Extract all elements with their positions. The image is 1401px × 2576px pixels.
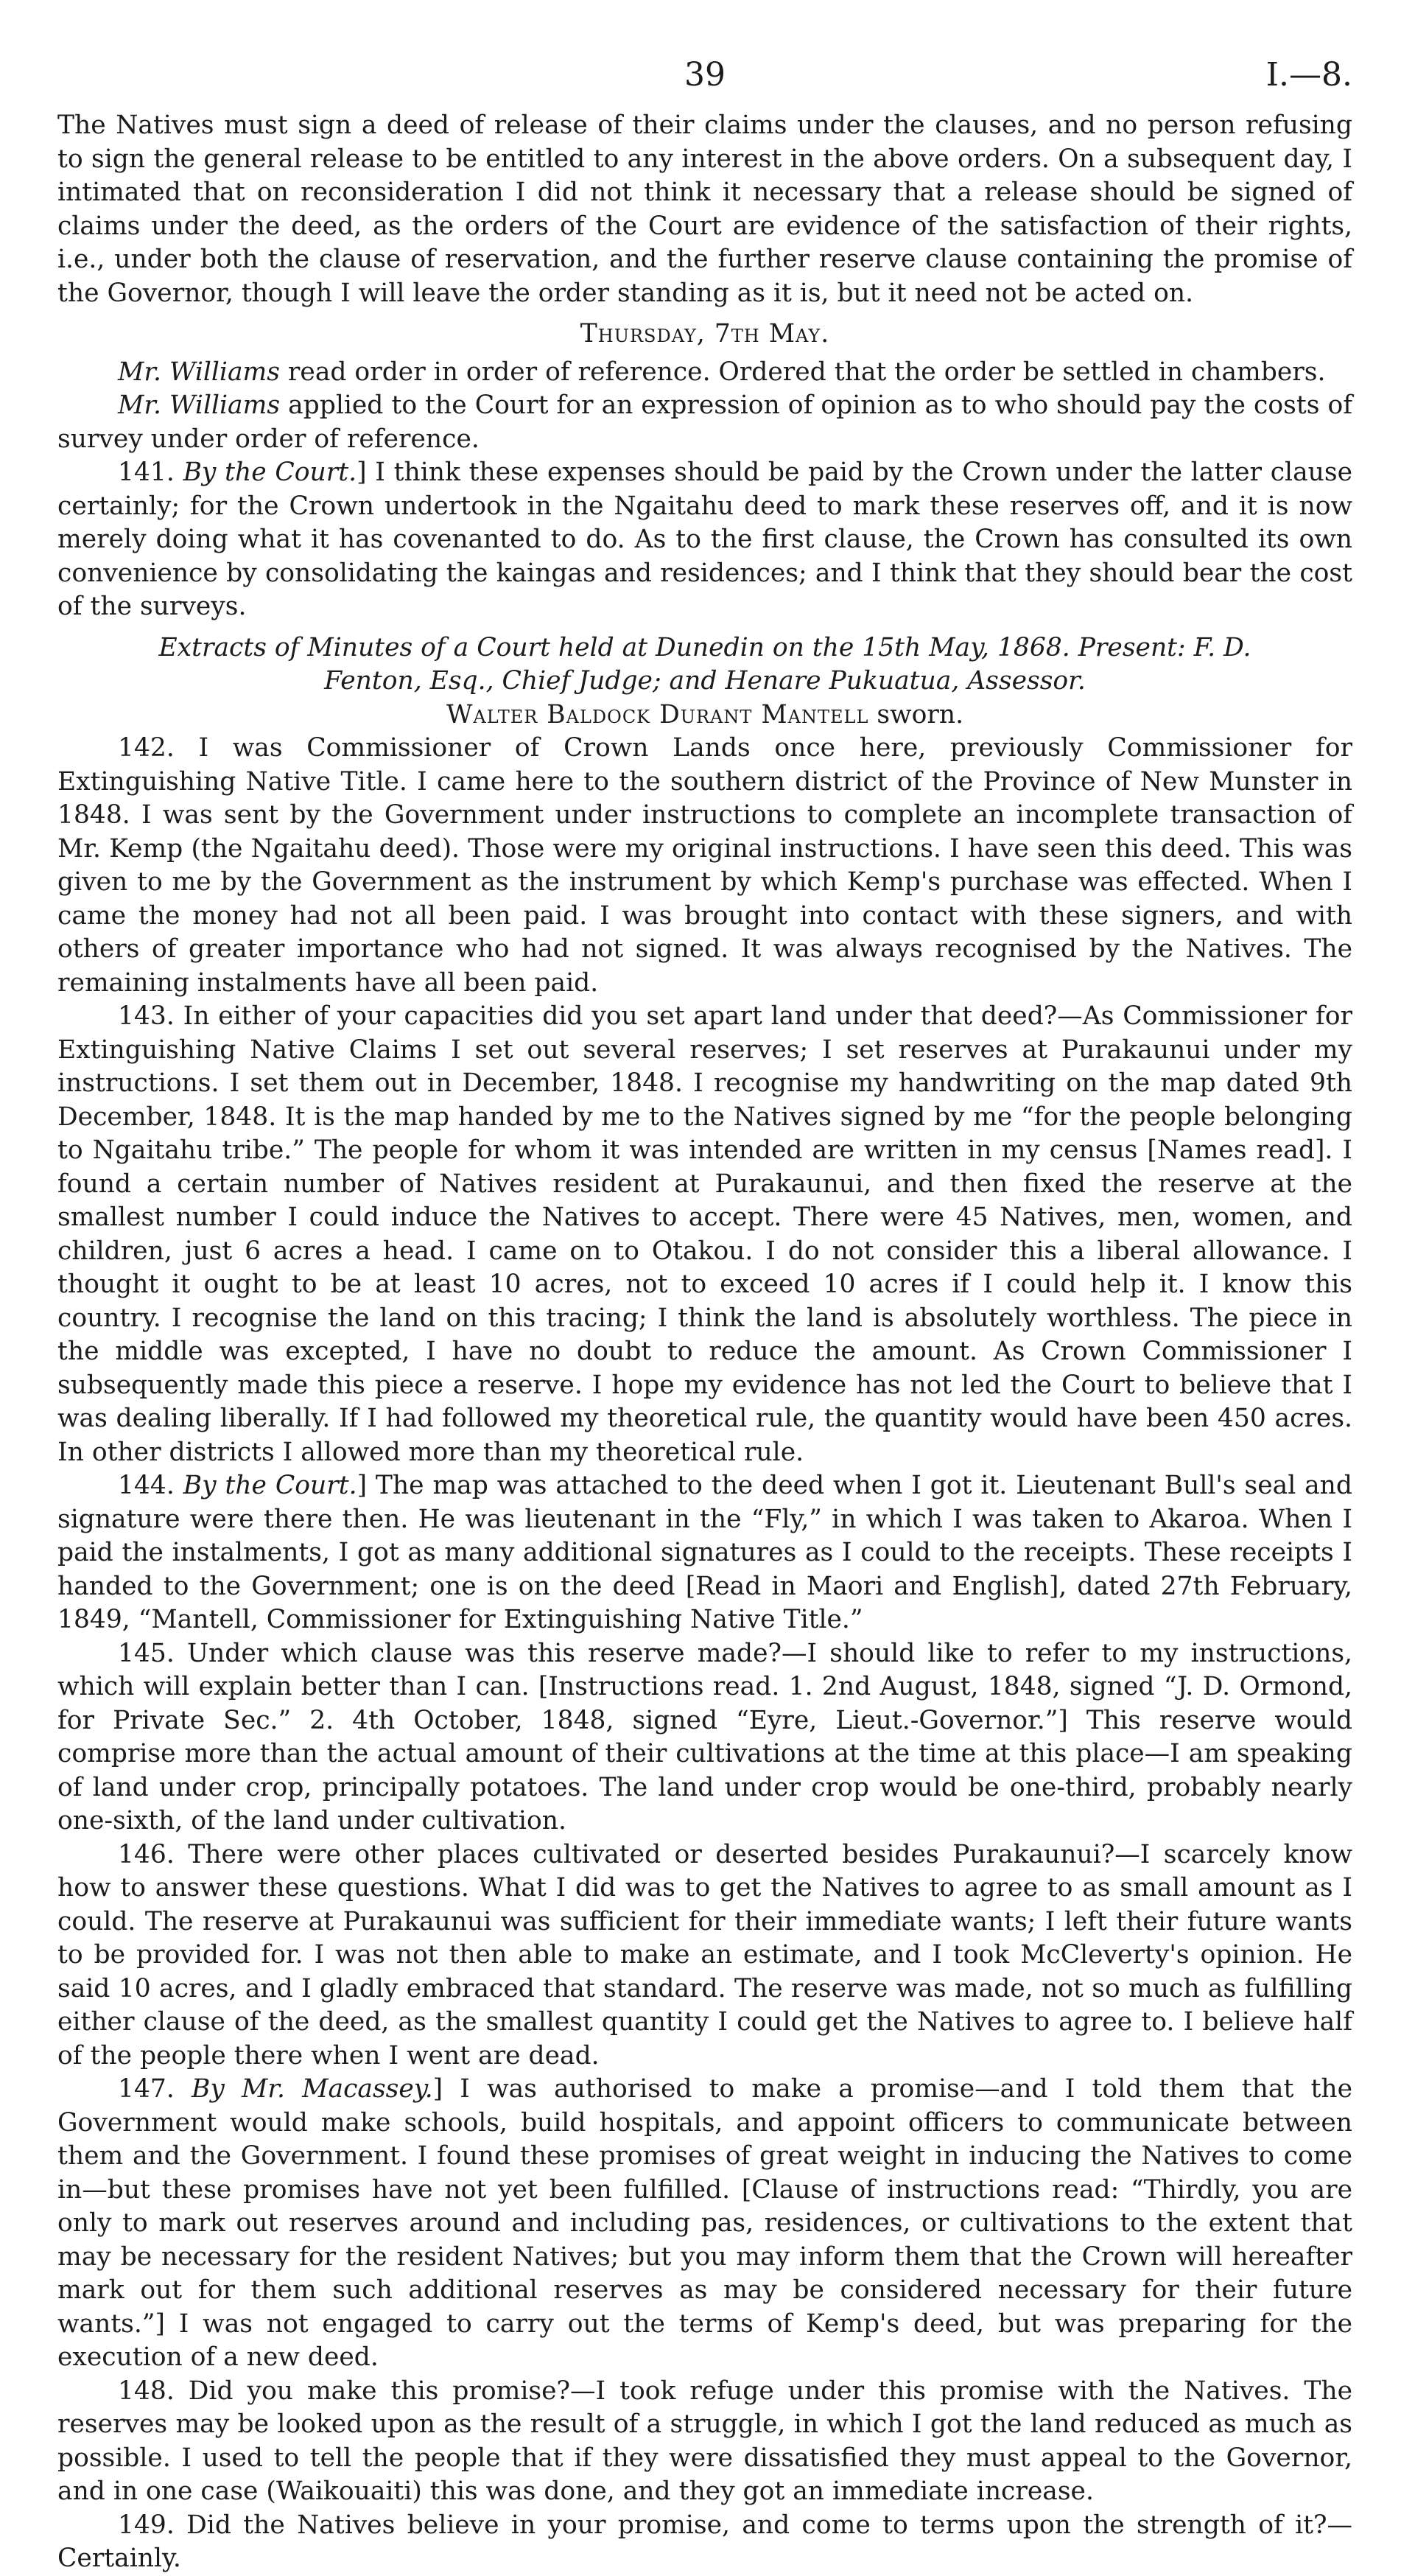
- body-text: [57, 109, 1352, 2576]
- paragraph-145: 145. Under which clause was this reserve made?—I should like to refer to my instructions, which will explain better than I can. [Instructions read. 1. 2nd August, 1848, signed “J. D. Ormond, for Private Sec.” 2. 4th October, 1848, signed “Eyre, Lieut.-Governor.”] This reserve would comprise more than the actual amount of their cultivations at the time at this place—I am speaking of land under crop, principally potatoes. The land under crop would be one-third, probably nearly one-sixth, of the land under cultivation.: [57, 1638, 1352, 1835]
- document-reference: I.—8.: [1265, 56, 1352, 94]
- paragraph-148: 148. Did you make this promise?—I took refuge under this promise with the Natives. The reserves may be looked upon as the result of a struggle, in which I got the land reduced as much as possible. I used to tell the people that if they were dissatisfied they must appeal to the Governor, and in one case (Waikouaiti) this was done, and they got an immediate increase.: [57, 2376, 1352, 2506]
- extract-line-1: Extracts of Minutes of a Court held at Dunedin on the 15th May, 1868. Present: F. D.: [158, 632, 1251, 662]
- paragraph-text: ] I think these expenses should be paid by the Crown under the latter clause certainly; for the Crown undertook in the Ngaitahu deed to mark these reserves off, and it is now merely doing what it has covenanted to do. As to the first clause, the Crown has consulted its own convenience by consolidating the kaingas and residences; and I think that they should bear the cost of the surveys.: [57, 458, 1352, 621]
- speaker-name: Mr. Williams: [118, 357, 280, 387]
- intro-paragraph: The Natives must sign a deed of release of their claims under the clauses, and no person refusing to sign the general release to be entitled to any interest in the above orders. On a subsequent day, I intimated that on reconsideration I did not think it necessary that a release should be signed of claims under the deed, as the orders of the Court are evidence of the satisfaction of their rights, i.e., under both the clause of reservation, and the further reserve clause containing the promise of the Governor, though I will leave the order standing as it is, but it need not be acted on.: [57, 111, 1352, 308]
- page-header: [57, 52, 1352, 99]
- paragraph-142: 142. I was Commissioner of Crown Lands once here, previously Commissioner for Extinguishing Native Title. I came here to the southern district of the Province of New Munster in 1848. I was sent by the Government under instructions to complete an incomplete transaction of Mr. Kemp (the Ngaitahu deed). Those were my original instructions. I have seen this deed. This was given to me by the Government as the instrument by which Kemp's purchase was effected. When I came the money had not all been paid. I was brought into contact with these signers, and with others of greater importance who had not signed. It was always recognised by the Natives. The remaining instalments have all been paid.: [57, 733, 1352, 998]
- paragraph-146: 146. There were other places cultivated or deserted besides Purakaunui?—I scarcely know how to answer these questions. What I did was to get the Natives to agree to as small amount as I could. The reserve at Purakaunui was sufficient for their immediate wants; I left their future wants to be provided for. I was not then able to make an estimate, and I took McCleverty's opinion. He said 10 acres, and I gladly embraced that standard. The reserve was made, not so much as fulfilling either clause of the deed, as the smallest quantity I could get the Natives to agree to. I believe half of the people there when I went are dead.: [57, 1839, 1352, 2071]
- document-page: [57, 52, 1352, 2576]
- thursday-heading: Thursday, 7th May.: [580, 319, 830, 349]
- sworn-suffix: sworn.: [868, 699, 964, 729]
- paragraph-text: read order in order of reference. Ordered that the order be settled in chambers.: [279, 357, 1326, 387]
- paragraph-text: applied to the Court for an expression of opinion as to who should pay the costs of survey under order of reference.: [57, 391, 1352, 454]
- extract-heading: [57, 631, 1352, 699]
- questioner: By Mr. Macassey.: [192, 2074, 433, 2104]
- witness-name: Walter Baldock Durant Mantell: [446, 699, 869, 729]
- paragraph-text: ] The map was attached to the deed when I got it. Lieutenant Bull's seal and signature were there then. He was lieutenant in the “Fly,” in which I was taken to Akaroa. When I paid the instalments, I got as many additional signatures as I could to the receipts. These receipts I handed to the Government; one is on the deed [Read in Maori and English], dated 27th February, 1849, “Mantell, Commissioner for Extinguishing Native Title.”: [57, 1471, 1352, 1634]
- witness-sworn: [57, 699, 1352, 732]
- paragraph-text: ] I was authorised to make a promise—and I told them that the Government would make schools, build hospitals, and appoint officers to communicate between them and the Government. I found these promises of great weight in inducing the Natives to come in—but these promises have not yet been fulfilled. [Clause of instructions read: “Thirdly, you are only to mark out reserves around and including pas, residences, or cultivations to the extent that may be necessary for the resident Natives; but you may inform them that the Crown will hereafter mark out for them such additional reserves as may be considered necessary for their future wants.”] I was not engaged to carry out the terms of Kemp's deed, but was preparing for the execution of a new deed.: [57, 2074, 1352, 2372]
- paragraph-147: [57, 2073, 1352, 2375]
- paragraph-number: 144.: [118, 1471, 183, 1500]
- paragraph-144: [57, 1469, 1352, 1637]
- williams-order-paragraph: [57, 356, 1352, 390]
- paragraph-149: 149. Did the Natives believe in your promise, and come to terms upon the strength of it?—Certainly.: [57, 2510, 1352, 2573]
- paragraph-143: 143. In either of your capacities did you set apart land under that deed?—As Commissioner for Extinguishing Native Claims I set out several reserves; I set reserves at Purakaunui under my instructions. I set them out in December, 1848. I recognise my handwriting on the map dated 9th December, 1848. It is the map handed by me to the Natives signed by me “for the people belonging to Ngaitahu tribe.” The people for whom it was intended are written in my census [Names read]. I found a certain number of Natives resident at Purakaunui, and then fixed the reserve at the smallest number I could induce the Natives to accept. There were 45 Natives, men, women, and children, just 6 acres a head. I came on to Otakou. I do not consider this a liberal allowance. I thought it ought to be at least 10 acres, not to exceed 10 acres if I could help it. I know this country. I recognise the land on this tracing; I think the land is absolutely worthless. The piece in the middle was excepted, I have no doubt to reduce the amount. As Crown Commissioner I subsequently made this piece a reserve. I hope my evidence has not led the Court to believe that I was dealing liberally. If I had followed my theoretical rule, the quantity would have been 450 acres. In other districts I allowed more than my theoretical rule.: [57, 1001, 1352, 1467]
- paragraph-number: 141.: [118, 458, 183, 487]
- page-number: 39: [684, 56, 726, 94]
- speaker-name: Mr. Williams: [118, 391, 281, 420]
- paragraph-141: [57, 456, 1352, 624]
- questioner: By the Court.: [183, 1471, 357, 1500]
- williams-costs-paragraph: [57, 389, 1352, 456]
- paragraph-number: 147.: [118, 2074, 192, 2104]
- questioner: By the Court.: [183, 458, 357, 487]
- extract-line-2: Fenton, Esq., Chief Judge; and Henare Pukuatua, Assessor.: [324, 666, 1086, 696]
